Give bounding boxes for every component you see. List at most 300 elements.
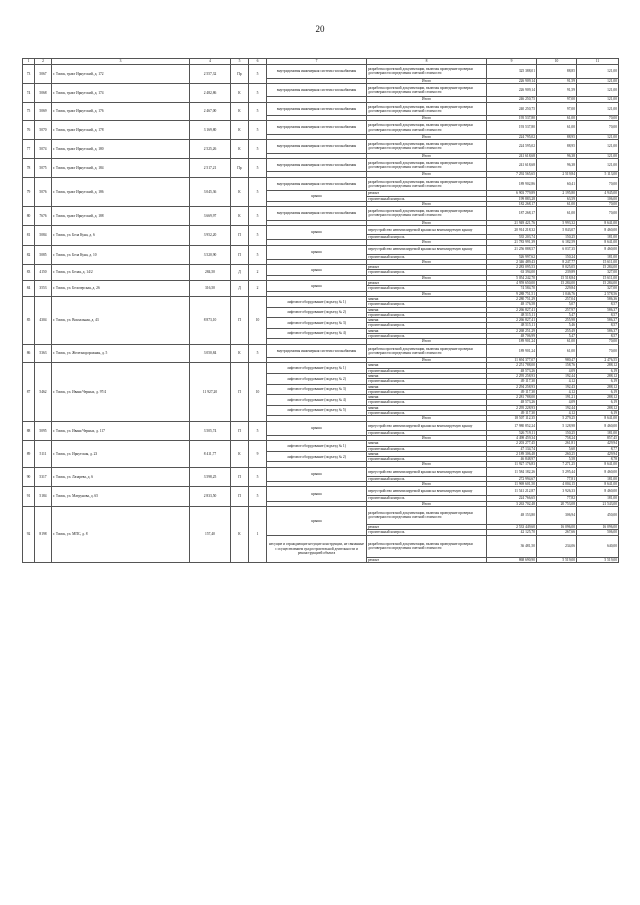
floor-count: 5 [249, 65, 267, 84]
row-number: 86 [23, 344, 35, 363]
unit-cost: 5,60 [537, 446, 577, 451]
work-cost: 2 346 489,43 [487, 259, 537, 264]
unit-cost: 192,43 [537, 384, 577, 389]
building-area: 3 669,97 [190, 207, 231, 226]
building-area: 2 557,32 [190, 65, 231, 84]
work-cost: 226 909,14 [487, 83, 537, 97]
building-address: г. Томск, тракт Иркутский, д. 172 [52, 65, 190, 84]
table-row [23, 83, 619, 97]
work-cost: 868 690,90 [487, 558, 537, 563]
work-cost: 11 694 377,07 [487, 358, 537, 363]
unit-cost: 61,00 [537, 121, 577, 135]
building-area: 157,40 [190, 506, 231, 562]
work-cost: 187 268,17 [487, 207, 537, 221]
work-type: строительный контроль [367, 368, 487, 373]
max-unit-cost: 5 113,00 [577, 172, 619, 177]
work-cost: 49 117,30 [487, 379, 537, 384]
work-cost: 2 268 251,29 [487, 328, 537, 333]
building-area: 11 927,20 [190, 363, 231, 421]
work-cost: 526 997,62 [487, 254, 537, 259]
building-code: 5075 [35, 158, 52, 177]
work-type: строительный контроль [367, 476, 487, 481]
building-system: внутридомовая инженерная система газоснабжения [267, 140, 367, 154]
max-unit-cost: 181,00 [577, 254, 619, 259]
max-unit-cost: 8 460,00 [577, 245, 619, 254]
table-row [23, 65, 619, 79]
max-unit-cost: 288,12 [577, 384, 619, 389]
max-unit-cost: 4 945,00 [577, 191, 619, 196]
building-system: лифтовое оборудование (подъезд № 4) [267, 328, 367, 339]
unit-cost: 2 195,80 [537, 191, 577, 196]
wall-material: К [231, 441, 249, 467]
building-system: лифтовое оборудование (подъезд № 2) [267, 307, 367, 318]
work-type: ремонт [367, 265, 487, 270]
work-cost: 17 980 852,24 [487, 421, 537, 430]
table-row [23, 158, 619, 172]
building-system: крыша [267, 421, 367, 435]
unit-cost: 6 037,35 [537, 245, 577, 254]
building-system: крыша [267, 245, 367, 259]
work-cost: 241 618,68 [487, 158, 537, 172]
work-cost: 11 969 601,50 [487, 482, 537, 487]
work-type: строительный контроль [367, 400, 487, 405]
wall-material: К [231, 140, 249, 159]
unit-cost: 4,09 [537, 368, 577, 373]
unit-cost: 3 926,33 [537, 487, 577, 496]
unit-cost: 77,81 [537, 476, 577, 481]
building-system: внутридомовая инженерная система газоснабжения [267, 121, 367, 135]
max-unit-cost: 8 460,00 [577, 487, 619, 496]
table-row [23, 281, 619, 286]
work-cost: 189 901,24 [487, 344, 537, 358]
total-label: Итого [367, 435, 487, 440]
building-address: г. Томск, тракт Иркутский, д. 186 [52, 177, 190, 206]
row-number: 73 [23, 65, 35, 84]
total-label: Итого [367, 462, 487, 467]
unit-cost: 980,47 [537, 358, 577, 363]
building-system: внутридомовая инженерная система газоснабжения [267, 65, 367, 79]
building-area: 3 045,36 [190, 177, 231, 206]
unit-cost: 4,09 [537, 400, 577, 405]
work-cost: 20 914 218,32 [487, 225, 537, 234]
building-code: 5085 [35, 245, 52, 265]
work-cost: 246 250,75 [487, 97, 537, 102]
floor-count: 10 [249, 363, 267, 421]
unit-cost: 255,49 [537, 328, 577, 333]
row-number: 84 [23, 281, 35, 297]
max-unit-cost: 586,37 [577, 328, 619, 333]
building-code: 5084 [35, 225, 52, 245]
building-system: лифтовое оборудование (подъезд № 2) [267, 374, 367, 385]
total-label: Итого [367, 259, 487, 264]
column-number-cell: 5 [231, 59, 249, 65]
building-area: 3 598,25 [190, 467, 231, 487]
work-type: ремонт [367, 524, 487, 529]
work-type: замена [367, 296, 487, 301]
max-unit-cost: 16 096,00 [577, 524, 619, 529]
work-type: разработка проектной документации, включая проведение проверки достоверности определения сметной стоимости [367, 506, 487, 524]
total-label: Итого [367, 339, 487, 344]
wall-material: П [231, 296, 249, 344]
max-unit-cost: 586,37 [577, 307, 619, 312]
max-unit-cost: 21 543,00 [577, 501, 619, 506]
unit-cost: 4,12 [537, 379, 577, 384]
work-cost: 325 388,01 [487, 65, 537, 79]
work-cost: 48 515,11 [487, 323, 537, 328]
building-system: внутридомовая инженерная система газоснабжения [267, 207, 367, 221]
floor-count: 5 [249, 207, 267, 226]
building-code: 5074 [35, 140, 52, 159]
work-cost: 48 176,58 [487, 302, 537, 307]
building-area: 3 050,84 [190, 344, 231, 363]
row-number: 78 [23, 158, 35, 177]
building-code: 7676 [35, 207, 52, 226]
work-cost: 193 537,80 [487, 121, 537, 135]
floor-count: 5 [249, 245, 267, 265]
max-unit-cost: 181,00 [577, 496, 619, 501]
work-type: строительный контроль [367, 196, 487, 201]
work-cost: 2 283 095,53 [487, 265, 537, 270]
building-system: крыша [267, 191, 367, 202]
building-area: 2 482,86 [190, 83, 231, 102]
unit-cost: 239,89 [537, 270, 577, 275]
work-cost: 11 541 212,87 [487, 487, 537, 496]
table-row [23, 487, 619, 496]
work-cost: 3 263 702,48 [487, 501, 537, 506]
wall-material: К [231, 506, 249, 562]
work-type: строительный контроль [367, 496, 487, 501]
work-cost: 189 901,24 [487, 339, 537, 344]
column-number-cell: 6 [249, 59, 267, 65]
work-type: разработка проектной документации, включая проведение проверки достоверности определения сметной стоимости [367, 177, 487, 191]
capital-repair-register-table [22, 58, 619, 563]
max-unit-cost: 327,00 [577, 270, 619, 275]
wall-material: Д [231, 265, 249, 281]
max-unit-cost: 121,00 [577, 140, 619, 154]
unit-cost: 61,00 [537, 116, 577, 121]
unit-cost: 192,44 [537, 374, 577, 379]
unit-cost: 63,59 [537, 196, 577, 201]
building-area: 284,50 [190, 265, 231, 281]
work-type: замена [367, 384, 487, 389]
building-code: 5070 [35, 121, 52, 140]
building-system: крыша [267, 281, 367, 292]
max-unit-cost: 8 641,00 [577, 462, 619, 467]
max-unit-cost: 586,36 [577, 296, 619, 301]
work-cost: 46 848,97 [487, 457, 537, 462]
floor-count: 10 [249, 296, 267, 344]
work-type: замена [367, 374, 487, 379]
work-cost: 2 266 827,41 [487, 307, 537, 312]
work-cost: 2 251 788,00 [487, 363, 537, 368]
unit-cost: 192,44 [537, 405, 577, 410]
max-unit-cost: 181,00 [577, 430, 619, 435]
max-unit-cost: 8 460,00 [577, 421, 619, 430]
unit-cost: 306,94 [537, 506, 577, 524]
row-number: 80 [23, 207, 35, 226]
building-system: лифтовое оборудование (подъезд № 1) [267, 441, 367, 452]
work-cost: 2 294 258,93 [487, 384, 537, 389]
max-unit-cost: 15 611,00 [577, 275, 619, 280]
row-number: 74 [23, 83, 35, 102]
floor-count: 5 [249, 421, 267, 441]
work-cost: 4 498 459,34 [487, 435, 537, 440]
unit-cost: 88,85 [537, 65, 577, 79]
max-unit-cost: 640,00 [577, 535, 619, 558]
work-cost: 48 706,99 [487, 334, 537, 339]
max-unit-cost: 5 519,00 [577, 558, 619, 563]
max-unit-cost: 8,78 [577, 457, 619, 462]
unit-cost: 16 096,00 [537, 524, 577, 529]
floor-count: 5 [249, 177, 267, 206]
work-type: разработка проектной документации, включая проведение проверки достоверности определения сметной стоимости [367, 158, 487, 172]
unit-cost: 61,00 [537, 201, 577, 206]
unit-cost: 4,12 [537, 389, 577, 394]
max-unit-cost: 288,12 [577, 395, 619, 400]
table-row [23, 363, 619, 368]
building-system: лифтовое оборудование (подъезд № 5) [267, 405, 367, 416]
building-system: крыша [267, 487, 367, 501]
work-cost: 63 394,00 [487, 270, 537, 275]
work-cost: 189 902,86 [487, 177, 537, 191]
work-cost: 9 288 751,51 [487, 291, 537, 296]
work-type: разработка проектной документации, включая проведение проверки достоверности определения сметной стоимости [367, 535, 487, 558]
max-unit-cost: 8,57 [577, 302, 619, 307]
row-number: 81 [23, 225, 35, 245]
unit-cost: 234,06 [537, 535, 577, 558]
floor-count: 1 [249, 506, 267, 562]
building-code: 4150 [35, 265, 52, 281]
building-area: 2 517,21 [190, 158, 231, 177]
work-cost: 11 584 182,26 [487, 467, 537, 476]
floor-count: 2 [249, 281, 267, 297]
table-row [23, 467, 619, 476]
building-address: г. Томск, тракт Иркутский, д. 188 [52, 207, 190, 226]
max-unit-cost: 6,19 [577, 368, 619, 373]
work-type: разработка проектной документации, включая проведение проверки достоверности определения сметной стоимости [367, 65, 487, 79]
work-type: строительный контроль [367, 530, 487, 535]
max-unit-cost: 288,12 [577, 374, 619, 379]
max-unit-cost: 121,00 [577, 102, 619, 116]
work-type: разработка проектной документации, включая проведение проверки достоверности определения сметной стоимости [367, 83, 487, 97]
floor-count: 9 [249, 441, 267, 467]
work-type: переустройство невентилируемой крыши на вентилируемую крышу [367, 467, 487, 476]
unit-cost: 88,95 [537, 134, 577, 139]
work-cost: 224 795,02 [487, 134, 537, 139]
max-unit-cost: 15 611,00 [577, 259, 619, 264]
work-cost: 2 203 277,45 [487, 441, 537, 446]
work-cost: 2 533 449,60 [487, 524, 537, 529]
column-number-cell: 3 [52, 59, 190, 65]
work-type: строительный контроль [367, 411, 487, 416]
building-code: 5317 [35, 467, 52, 487]
unit-cost: 77,82 [537, 496, 577, 501]
building-code: 5462 [35, 363, 52, 421]
max-unit-cost: 586,37 [577, 318, 619, 323]
work-cost: 21 783 991,39 [487, 240, 537, 245]
floor-count: 5 [249, 83, 267, 102]
work-type: разработка проектной документации, включая проведение проверки достоверности определения сметной стоимости [367, 140, 487, 154]
floor-count: 5 [249, 158, 267, 177]
unit-cost: 88,95 [537, 140, 577, 154]
column-number-cell: 8 [367, 59, 487, 65]
building-address: г. Томск, ул. Железнодорожная, д. 5 [52, 344, 190, 363]
work-type: замена [367, 328, 487, 333]
building-system: лифтовое оборудование (подъезд № 4) [267, 395, 367, 406]
work-type: замена [367, 318, 487, 323]
work-type: строительный контроль [367, 270, 487, 275]
max-unit-cost: 8,57 [577, 323, 619, 328]
work-cost: 36 481,50 [487, 535, 537, 558]
building-system: крыша [267, 265, 367, 276]
max-unit-cost: 8,77 [577, 446, 619, 451]
work-cost: 11 927 176,83 [487, 462, 537, 467]
unit-cost: 8 025,05 [537, 265, 577, 270]
building-system: крыша [267, 467, 367, 481]
building-code: 5095 [35, 421, 52, 441]
max-unit-cost: 121,00 [577, 134, 619, 139]
work-cost: 182 268,17 [487, 201, 537, 206]
work-cost: 4 959 650,00 [487, 281, 537, 286]
max-unit-cost: 70,00 [577, 121, 619, 135]
work-type: строительный контроль [367, 430, 487, 435]
building-system: лифтовое оборудование (подъезд № 3) [267, 384, 367, 395]
wall-material: К [231, 121, 249, 140]
row-number: 91 [23, 487, 35, 507]
work-cost: 47 134,74 [487, 446, 537, 451]
work-type: строительный контроль [367, 302, 487, 307]
building-area: 3 505,74 [190, 421, 231, 441]
work-cost: 241 618,68 [487, 153, 537, 158]
table-row [23, 177, 619, 191]
building-address: г. Томск, ул. Ивана Черных, д. 97/4 [52, 363, 190, 421]
max-unit-cost: 121,00 [577, 78, 619, 83]
work-cost: 2 281 788,00 [487, 395, 537, 400]
work-cost: 226 909,14 [487, 78, 537, 83]
row-number: 79 [23, 177, 35, 206]
work-type: переустройство невентилируемой крыши на вентилируемую крышу [367, 225, 487, 234]
table-row [23, 506, 619, 524]
total-label: Итого [367, 153, 487, 158]
building-code: 8198 [35, 506, 52, 562]
building-area: 2 525,26 [190, 140, 231, 159]
work-type: строительный контроль [367, 334, 487, 339]
max-unit-cost: 121,00 [577, 83, 619, 97]
total-label: Итого [367, 275, 487, 280]
floor-count: 5 [249, 467, 267, 487]
building-address: г. Томск, ул. Ивана Черных, д. 117 [52, 421, 190, 441]
max-unit-cost: 15 284,00 [577, 265, 619, 270]
building-area: 316,50 [190, 281, 231, 297]
work-type: переустройство невентилируемой крыши на вентилируемую крышу [367, 487, 487, 496]
building-system: несущие и ограждающие несущие конструкции, не связанные с осуществлением градостроительной деятельности и реконструкцией объекта [267, 535, 367, 563]
max-unit-cost: 429,94 [577, 441, 619, 446]
total-label: Итого [367, 291, 487, 296]
building-code: 5363 [35, 344, 52, 363]
unit-cost: 5,47 [537, 334, 577, 339]
wall-material: П [231, 421, 249, 441]
max-unit-cost: 2 476,55 [577, 358, 619, 363]
work-type: строительный контроль [367, 234, 487, 239]
max-unit-cost: 70,00 [577, 344, 619, 358]
unit-cost: 5 279,25 [537, 416, 577, 421]
total-label: Итого [367, 201, 487, 206]
table-row [23, 140, 619, 154]
unit-cost: 97,00 [537, 102, 577, 116]
column-number-cell: 1 [23, 59, 35, 65]
unit-cost: 5,07 [537, 302, 577, 307]
unit-cost: 15 518,84 [537, 275, 577, 280]
total-label: Итого [367, 172, 487, 177]
work-type: строительный контроль [367, 286, 487, 291]
work-cost: 2 295 228,93 [487, 405, 537, 410]
unit-cost: 61,00 [537, 207, 577, 221]
building-system: лифтовое оборудование (подъезд № 3) [267, 318, 367, 329]
unit-cost: 5 295,44 [537, 467, 577, 476]
max-unit-cost: 121,00 [577, 158, 619, 172]
max-unit-cost: 327,00 [577, 286, 619, 291]
work-cost: 224 766,65 [487, 496, 537, 501]
total-label: Итого [367, 240, 487, 245]
max-unit-cost: 15 284,00 [577, 281, 619, 286]
total-label: Итого [367, 116, 487, 121]
max-unit-cost: 70,00 [577, 339, 619, 344]
table-row [23, 441, 619, 446]
floor-count: 5 [249, 102, 267, 121]
unit-cost: 5,58 [537, 457, 577, 462]
unit-cost: 191,21 [537, 395, 577, 400]
row-number: 87 [23, 363, 35, 421]
unit-cost: 5 128,98 [537, 421, 577, 430]
wall-material: П [231, 487, 249, 507]
max-unit-cost: 506,00 [577, 530, 619, 535]
max-unit-cost: 8,57 [577, 334, 619, 339]
unit-cost: 61,00 [537, 344, 577, 358]
wall-material: К [231, 207, 249, 226]
unit-cost: 1 046,76 [537, 291, 577, 296]
max-unit-cost: 8 641,00 [577, 220, 619, 225]
work-type: ремонт [367, 281, 487, 286]
building-system: внутридомовая инженерная система газоснабжения [267, 83, 367, 97]
floor-count: 5 [249, 140, 267, 159]
work-type: замена [367, 363, 487, 368]
work-type: строительный контроль [367, 379, 487, 384]
work-cost: 199 883,28 [487, 196, 537, 201]
building-address: г. Томск, ул. Матрунова, д. 65 [52, 487, 190, 507]
work-cost: 18 507 112,35 [487, 416, 537, 421]
unit-cost: 91,59 [537, 83, 577, 97]
unit-cost: 5,46 [537, 323, 577, 328]
total-label: Итого [367, 220, 487, 225]
work-type: замена [367, 307, 487, 312]
unit-cost: 150,24 [537, 254, 577, 259]
max-unit-cost: 6,19 [577, 379, 619, 384]
building-system: крыша [267, 506, 367, 535]
work-cost: 48 153,80 [487, 506, 537, 524]
total-label: Итого [367, 501, 487, 506]
work-cost: 526 719,11 [487, 430, 537, 435]
wall-material: К [231, 177, 249, 206]
building-address: г. Томск, ул. Бела Куна, д. 6 [52, 225, 190, 245]
unit-cost: 5,47 [537, 312, 577, 317]
unit-cost: 150,25 [537, 430, 577, 435]
floor-count: 5 [249, 487, 267, 507]
unit-cost: 61,00 [537, 339, 577, 344]
max-unit-cost: 8 641,00 [577, 240, 619, 245]
work-type: строительный контроль [367, 389, 487, 394]
max-unit-cost: 857,45 [577, 435, 619, 440]
row-number: 82 [23, 245, 35, 265]
